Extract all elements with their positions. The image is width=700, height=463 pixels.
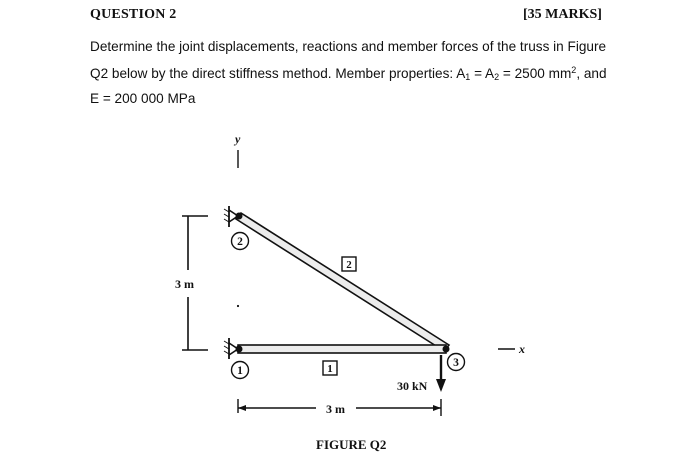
member-1-label: 1 [327, 363, 333, 375]
joint-1 [236, 346, 243, 353]
member-2-label: 2 [346, 259, 352, 271]
joint-2 [236, 213, 243, 220]
load-arrow [436, 355, 446, 392]
node-3-label: 3 [453, 357, 459, 369]
node-1-label: 1 [237, 365, 243, 377]
problem-text: Q2 below by the direct stiffness method. Member properties: A [90, 65, 466, 81]
dot-marker [237, 305, 239, 307]
node-2-label: 2 [237, 236, 243, 248]
subscript: 1 [465, 71, 471, 82]
x-axis-label: x [519, 342, 525, 356]
problem-text: , and [576, 65, 607, 81]
member-2 [236, 213, 449, 351]
vertical-dimension-label: 3 m [175, 277, 194, 291]
member-1 [238, 345, 446, 353]
horizontal-dimension-label: 3 m [326, 402, 345, 416]
subscript: 2 [494, 71, 500, 82]
question-title: QUESTION 2 [90, 7, 177, 22]
y-axis-label: y [235, 132, 241, 146]
superscript: 2 [571, 64, 577, 75]
load-label: 30 kN [397, 379, 428, 393]
question-marks: [35 MARKS] [523, 7, 602, 22]
problem-line-3: E = 200 000 MPa [90, 91, 196, 106]
problem-text: = 2500 mm [499, 65, 572, 81]
figure-caption: FIGURE Q2 [316, 437, 387, 452]
joint-3 [443, 346, 450, 353]
problem-text: = A [470, 65, 495, 81]
problem-line-1: Determine the joint displacements, reactions and member forces of the truss in Figure [90, 39, 607, 54]
